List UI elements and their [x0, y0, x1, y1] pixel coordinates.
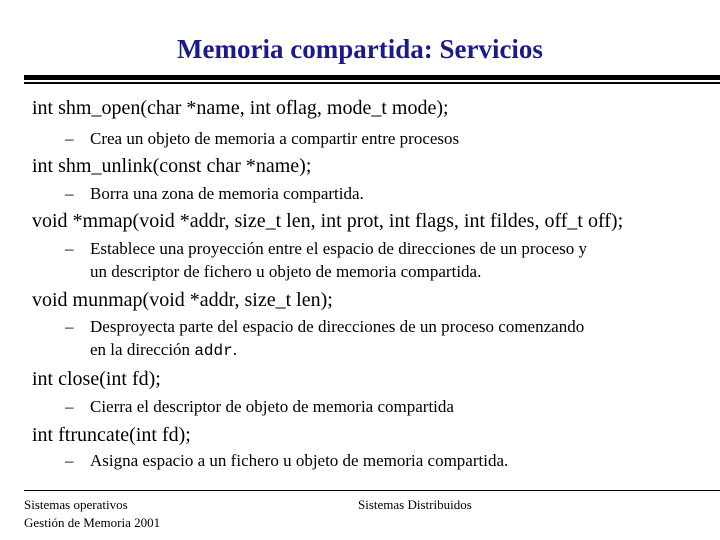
service-description-munmap-line1: Desproyecta parte del espacio de direcciones de un proceso comenzando [90, 317, 585, 336]
service-signature-mmap: void *mmap(void *addr, size_t len, int prot, int flags, int fildes, off_t off); [32, 210, 624, 232]
bullet-dash: – [65, 184, 74, 203]
bullet-dash: – [65, 397, 74, 416]
slide-title: Memoria compartida: Servicios [177, 34, 543, 64]
title-rule-thin [24, 82, 720, 84]
service-description-munmap-line2 [90, 339, 237, 362]
service-signature-close: int close(int fd); [32, 368, 161, 390]
service-signature-ftruncate: int ftruncate(int fd); [32, 424, 191, 446]
service-signature-shm-open: int shm_open(char *name, int oflag, mode_t mode); [32, 97, 449, 119]
bullet-dash: – [65, 129, 74, 148]
footer-center: Sistemas Distribuidos [358, 497, 472, 512]
service-description-ftruncate: Asigna espacio a un fichero u objeto de memoria compartida. [90, 451, 509, 470]
service-description-shm-open: Crea un objeto de memoria a compartir entre procesos [90, 129, 460, 148]
service-description-mmap-line1: Establece una proyección entre el espacio de direcciones de un proceso y [90, 239, 588, 258]
footer-course: Sistemas operativos [24, 497, 128, 512]
munmap-period: . [232, 340, 237, 359]
service-signature-munmap: void munmap(void *addr, size_t len); [32, 289, 333, 311]
service-description-mmap-line2: un descriptor de fichero u objeto de memoria compartida. [90, 262, 482, 281]
bullet-dash: – [65, 239, 74, 258]
bullet-dash: – [65, 317, 74, 336]
service-description-close: Cierra el descriptor de objeto de memoria compartida [90, 397, 454, 416]
munmap-text: en la dirección [90, 340, 191, 359]
title-rule-thick [24, 75, 720, 80]
bullet-dash: – [65, 451, 74, 470]
footer-rule [24, 490, 720, 491]
service-signature-shm-unlink: int shm_unlink(const char *name); [32, 155, 312, 177]
footer-topic: Gestión de Memoria 2001 [24, 515, 161, 530]
code-term-addr: addr [194, 342, 233, 360]
service-description-shm-unlink: Borra una zona de memoria compartida. [90, 184, 364, 203]
